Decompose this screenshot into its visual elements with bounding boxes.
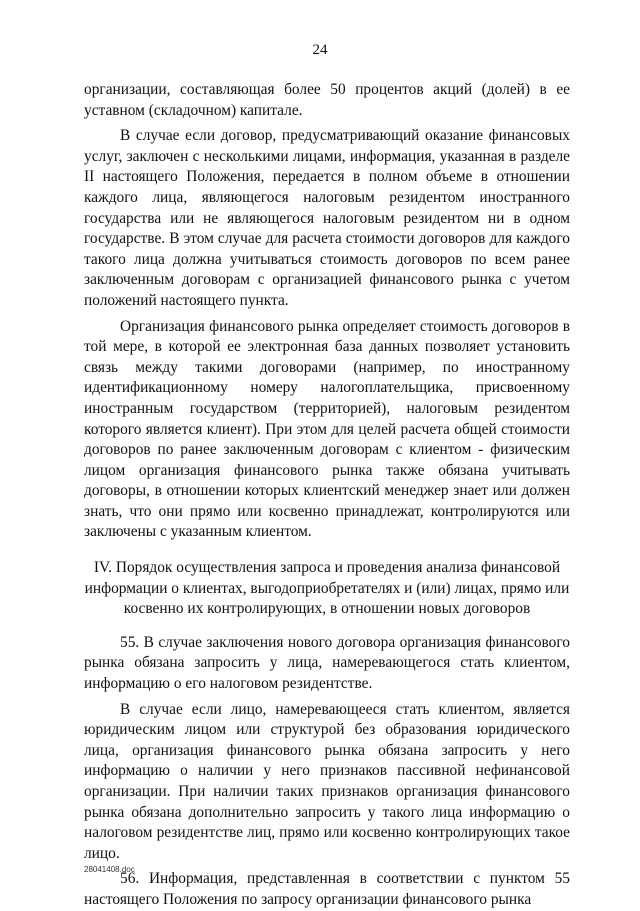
file-name-footer: 28041408.doc <box>84 865 135 874</box>
page-number: 24 <box>312 42 328 58</box>
body-text <box>84 80 570 911</box>
paragraph-clause-55: 55. В случае заключения нового договора организация финансового рынка обязана запросить у лица, намеревающегося стать клиентом, информацию о его налоговом резидентстве. <box>84 633 570 693</box>
paragraph-continuation: организации, составляющая более 50 процентов акций (долей) в ее уставном (складочном) капитале. <box>84 81 570 119</box>
paragraph-contract-value: Организация финансового рынка определяет стоимость договоров в той мере, в которой ее электронная база данных позволяет установить связь между такими договорами (например, по иностранному идентификационному номеру налогоплательщика, присвоенному иностранным государством (территорией), налоговым резидентом которого является клиент). При этом для целей расчета общей стоимости договоров по ранее заключенным договорам с клиентом - физическим лицом организация финансового рынка также обязана учитывать договоры, в отношении которых клиентский менеджер знает или должен знать, что они прямо или косвенно принадлежат, контролируются или заключены с указанным клиентом. <box>84 317 570 541</box>
paragraph-clause-56: 56. Информация, представленная в соответствии с пунктом 55 настоящего Положения по запросу организации финансового рынка <box>84 870 570 908</box>
section-heading: IV. Порядок осуществления запроса и проведения анализа финансовой информации о клиентах, выгодоприобретателях и (или) лицах, прямо или косвенно их контролирующих, в отношении новых договоров <box>84 559 570 618</box>
paragraph-multiple-persons: В случае если договор, предусматривающий оказание финансовых услуг, заключен с несколькими лицами, информация, указанная в разделе II настоящего Положения, передается в полном объеме в отношении каждого лица, являющегося налоговым резидентом иностранного государства или не являющегося налоговым резидентом ни в одном государстве. В этом случае для расчета стоимости договоров для каждого такого лица должна учитываться стоимость договоров по всем ранее заключенным договорам с организацией финансового рынка с учетом положений настоящего пункта. <box>84 127 570 309</box>
paragraph-legal-entity: В случае если лицо, намеревающееся стать клиентом, является юридическим лицом или структурой без образования юридического лица, организация финансового рынка обязана запросить у него информацию о наличии у него признаков пассивной нефинансовой организации. При наличии таких признаков организация финансового рынка обязана дополнительно запросить у такого лица информацию о налоговом резидентстве лиц, прямо или косвенно контролирующих такое лицо. <box>84 700 570 862</box>
